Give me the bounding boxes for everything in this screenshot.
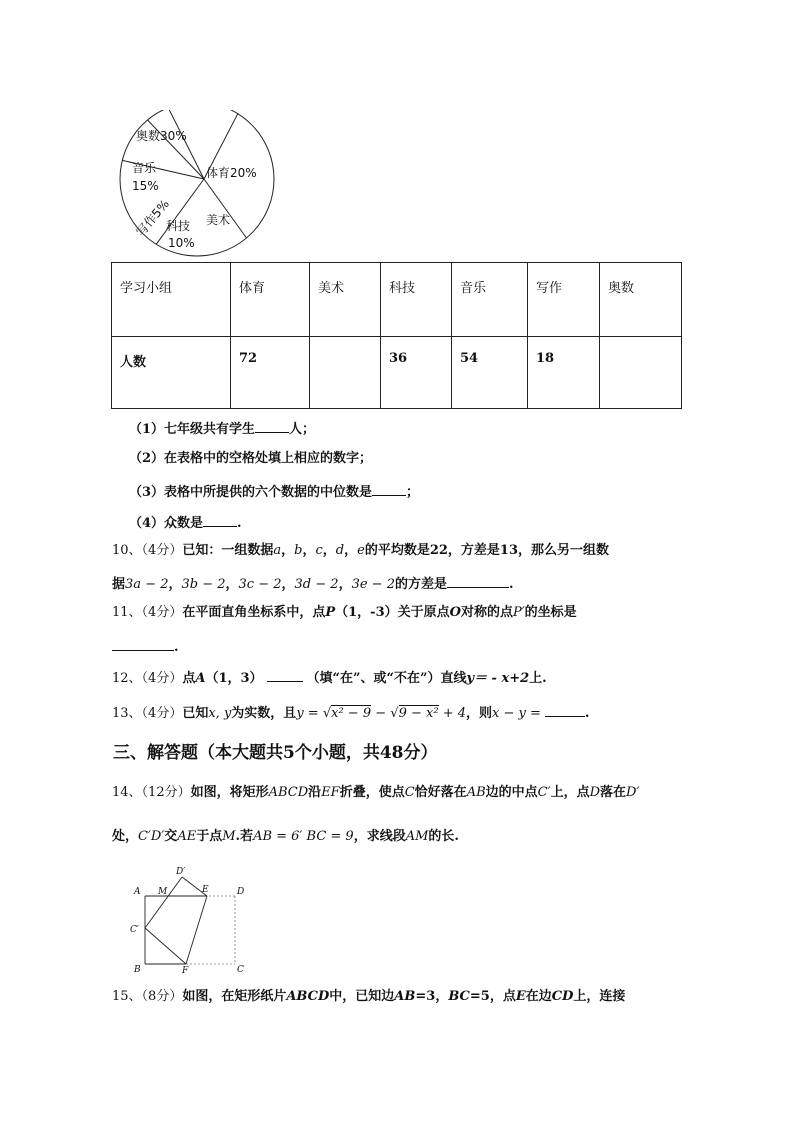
q12-line xyxy=(112,667,547,688)
label-e: E xyxy=(202,885,209,895)
math-var: EF xyxy=(321,785,340,800)
q15-text: 上，连接 xyxy=(573,989,626,1004)
q10-line2 xyxy=(112,573,514,594)
q13-text: ，则 xyxy=(466,706,493,721)
q11-text: 的坐标是 xyxy=(524,605,577,620)
group-count-table xyxy=(111,262,682,409)
sqrt-sign: √ xyxy=(390,706,399,721)
q12-text: （填“在”、或“不在”）直线 xyxy=(306,671,467,686)
math-var: D′ xyxy=(626,785,640,800)
answer-blank xyxy=(203,512,237,527)
q9-part4-tail: . xyxy=(237,516,242,531)
math-var: ABCD xyxy=(286,989,330,1004)
math-var: AB xyxy=(466,785,486,800)
math-expr: 3d − 2 xyxy=(294,577,339,592)
q12-text: 上. xyxy=(529,671,547,686)
q11-line1 xyxy=(112,604,577,622)
q14-text: ，求线段 xyxy=(353,829,406,844)
q12-text: （1，3） xyxy=(205,671,263,686)
table-cell xyxy=(600,336,682,409)
math-var: O xyxy=(449,605,461,620)
q9-part3-tail: ； xyxy=(406,485,420,500)
math-var: M xyxy=(222,829,236,844)
math-var: AB xyxy=(394,989,416,1004)
table-cell: 72 xyxy=(231,336,310,409)
pie-slice-boundary-体育 xyxy=(204,179,246,238)
table-header-row xyxy=(112,263,682,337)
math-expr: y＝ - x+2 xyxy=(466,671,530,686)
q15-text: =3， xyxy=(415,989,449,1004)
q10-text: 的平均数是22，方差是13，那么另一组数 xyxy=(364,543,609,558)
q15-text: 如图，在矩形纸片 xyxy=(182,989,287,1004)
label-f: F xyxy=(182,966,189,974)
math-var: d xyxy=(335,543,345,558)
table-cell: 学习小组 xyxy=(112,263,231,337)
math-var: C xyxy=(404,785,415,800)
q14-line1 xyxy=(112,784,639,802)
fold-rectangle-figure xyxy=(130,862,250,974)
q13-text: 为实数，且 xyxy=(231,706,297,721)
section-heading: 三、解答题（本大题共5个小题，共48分） xyxy=(113,743,438,763)
q9-part1-tail: 人； xyxy=(289,422,316,437)
label-dprime: D′ xyxy=(176,867,186,877)
pie-label-tiyu: 体育20% xyxy=(206,166,257,180)
question-number: 13、（4分） xyxy=(112,706,183,721)
math-var: a xyxy=(273,543,282,558)
table-cell: 人数 xyxy=(112,336,231,409)
pie-label-yinyue-name: 音乐 xyxy=(132,161,157,175)
pie-label-aoshu: 奥数30% xyxy=(136,129,187,143)
q14-text: 如图，将矩形 xyxy=(190,785,269,800)
math-var: c xyxy=(315,543,323,558)
math-var: D xyxy=(589,785,601,800)
sqrt-sign: √ xyxy=(322,706,332,721)
q15-line1 xyxy=(112,988,625,1006)
table-cell: 奥数 xyxy=(600,263,682,337)
q10-line1 xyxy=(112,542,609,560)
math-expr: 3b − 2 xyxy=(181,577,226,592)
q9-part3-text: （3）表格中所提供的六个数据的中位数是 xyxy=(129,485,373,500)
answer-blank xyxy=(447,573,509,588)
q14-text: 交 xyxy=(164,829,178,844)
q15-text: 在边 xyxy=(525,989,552,1004)
q12-text: 点 xyxy=(182,671,196,686)
math-expr: x − y = xyxy=(492,706,541,721)
q13-line xyxy=(112,702,589,723)
question-number: 14、（12分） xyxy=(112,785,191,800)
label-b: B xyxy=(134,965,141,974)
q14-text: 折叠，使点 xyxy=(339,785,405,800)
radicand: x² − 9 xyxy=(331,706,372,721)
q14-text: .若 xyxy=(235,829,254,844)
sep: ， xyxy=(168,577,182,592)
math-var: P′ xyxy=(512,605,525,620)
sep: ， xyxy=(281,543,295,558)
q9-part4-text: （4）众数是 xyxy=(129,516,204,531)
q15-text: =5，点 xyxy=(469,989,516,1004)
sep: ， xyxy=(302,543,316,558)
math-expr: AB = 6′ xyxy=(253,829,303,844)
pie-label-yinyue-pct: 15% xyxy=(132,179,159,193)
sep: ， xyxy=(281,577,295,592)
q14-text: 边的中点 xyxy=(485,785,538,800)
answer-blank xyxy=(372,481,406,496)
q10-text: 的方差是 xyxy=(394,577,447,592)
question-number: 15、（8分） xyxy=(112,989,183,1004)
q11-text: 在平面直角坐标系中，点 xyxy=(182,605,326,620)
math-var: C′D′ xyxy=(138,829,165,844)
pie-label-keji-pct: 10% xyxy=(168,236,195,250)
radicand: 9 − x² xyxy=(398,706,439,721)
question-number: 11、（4分） xyxy=(112,605,183,620)
q14-text: 恰好落在 xyxy=(414,785,467,800)
table-cell: 科技 xyxy=(381,263,452,337)
question-number: 10、（4分） xyxy=(112,543,183,558)
table-cell: 体育 xyxy=(231,263,310,337)
q9-part3 xyxy=(129,481,419,502)
q9-part1 xyxy=(129,418,315,439)
label-a: A xyxy=(134,887,141,897)
q10-end: . xyxy=(509,577,514,592)
sep: ， xyxy=(344,543,358,558)
label-cprime: C′ xyxy=(130,925,139,935)
math-var: CD xyxy=(551,989,574,1004)
table-cell xyxy=(310,336,381,409)
table-cell: 写作 xyxy=(528,263,600,337)
q14-text: 于点 xyxy=(196,829,223,844)
q14-line2 xyxy=(112,828,459,846)
pie-label-xiezuo: 写作5% xyxy=(133,196,172,239)
math-op: − xyxy=(371,706,391,721)
q9-part2-text: （2）在表格中的空格处填上相应的数字； xyxy=(129,451,373,466)
answer-blank xyxy=(267,667,303,682)
q14-text: 沿 xyxy=(308,785,322,800)
q14-text: 处， xyxy=(112,829,139,844)
answer-blank xyxy=(545,702,585,717)
label-m: M xyxy=(158,887,168,897)
sep: ， xyxy=(322,543,336,558)
math-expr: x, y xyxy=(208,706,232,721)
math-var: BC xyxy=(448,989,470,1004)
edge-ef xyxy=(186,896,207,964)
math-expr: BC = 9 xyxy=(302,829,354,844)
pie-label-meishu: 美术 xyxy=(206,213,231,227)
question-number: 12、（4分） xyxy=(112,671,183,686)
q11-end: . xyxy=(174,640,179,655)
q10-text: 已知：一组数据 xyxy=(182,543,274,558)
pie-chart xyxy=(118,110,290,260)
q11-text: （1，-3）关于原点 xyxy=(335,605,450,620)
table-cell: 18 xyxy=(528,336,600,409)
table-cell: 音乐 xyxy=(452,263,528,337)
q10-text: 据 xyxy=(112,577,126,592)
math-op: + 4 xyxy=(438,706,466,721)
q13-text: 已知 xyxy=(182,706,209,721)
math-var: C′ xyxy=(537,785,551,800)
label-c: C xyxy=(237,965,244,974)
table-cell: 美术 xyxy=(310,263,381,337)
math-expr: 3a − 2 xyxy=(125,577,169,592)
math-var: P xyxy=(325,605,336,620)
math-var: E xyxy=(515,989,526,1004)
math-expr: 3c − 2 xyxy=(238,577,282,592)
edge-cpdp xyxy=(145,877,182,928)
sep: ， xyxy=(338,577,352,592)
answer-blank xyxy=(112,636,174,651)
q14-text: 落在 xyxy=(600,785,627,800)
q13-end: . xyxy=(584,706,590,721)
q9-part4 xyxy=(129,512,242,533)
q15-text: 中，已知边 xyxy=(329,989,395,1004)
math-expr: 3e − 2 xyxy=(351,577,395,592)
table-cell: 36 xyxy=(381,336,452,409)
table-cell: 54 xyxy=(452,336,528,409)
sep: ， xyxy=(225,577,239,592)
edge-cpf xyxy=(145,928,186,964)
q9-part1-text: （1）七年级共有学生 xyxy=(129,422,256,437)
math-expr: y = xyxy=(296,706,323,721)
q14-text: 上，点 xyxy=(550,785,590,800)
pie-slice-boundary-音乐 xyxy=(168,110,204,179)
label-d: D xyxy=(237,887,245,897)
q11-line2 xyxy=(112,636,179,657)
table-row xyxy=(112,336,682,409)
answer-blank xyxy=(255,418,289,433)
math-var: AM xyxy=(405,829,429,844)
q9-part2 xyxy=(129,450,372,468)
q11-text: 对称的点 xyxy=(460,605,513,620)
math-var: e xyxy=(357,543,365,558)
math-var: b xyxy=(294,543,303,558)
math-var: ABCD xyxy=(268,785,309,800)
q14-text: 的长. xyxy=(428,829,459,844)
math-var: A xyxy=(195,671,206,686)
pie-label-keji-name: 科技 xyxy=(166,219,191,233)
math-var: AE xyxy=(177,829,197,844)
